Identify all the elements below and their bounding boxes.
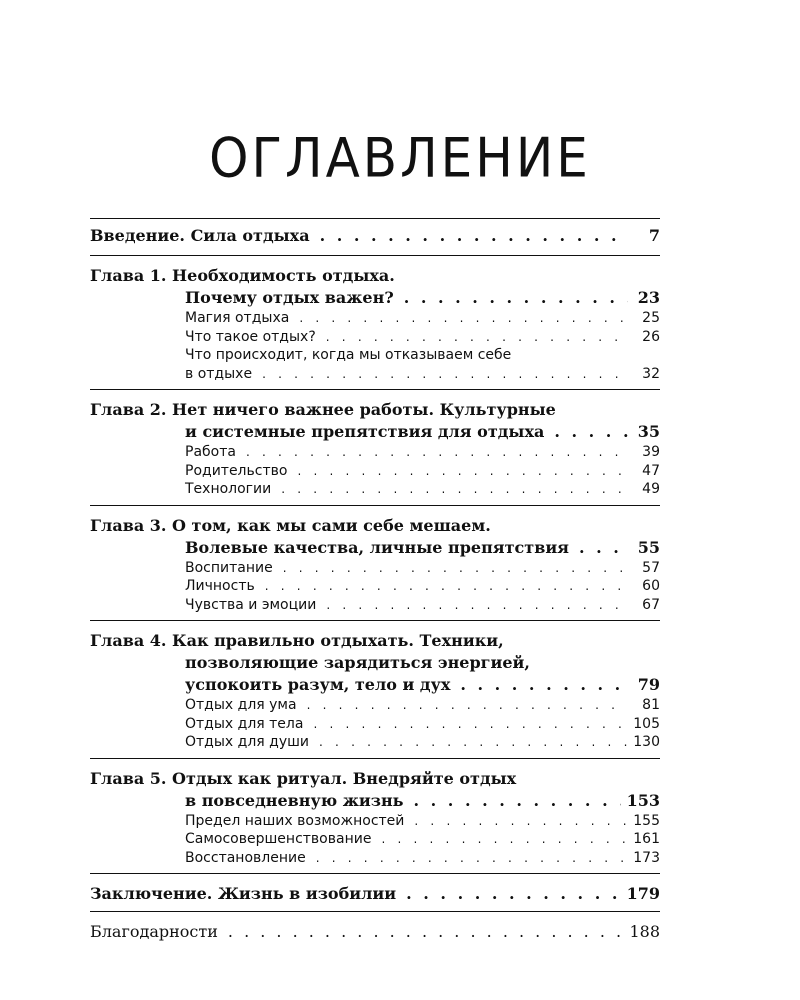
toc-section-chapter-5 (90, 758, 660, 874)
toc-page-number: 153 (626, 790, 660, 810)
dot-leader (406, 883, 620, 905)
toc-section-chapter-2 (90, 389, 660, 505)
dot-leader (320, 225, 628, 247)
toc-subentry-line[interactable]: Что происходит, когда мы отказываем себе (185, 347, 512, 363)
toc-entry-chapter-3[interactable] (90, 537, 660, 559)
dot-leader (319, 733, 627, 752)
toc-subentry-title: Восстановление (185, 849, 306, 866)
toc-subentry[interactable] (90, 596, 660, 615)
dot-leader (404, 287, 628, 309)
toc-entry-title: Введение. Сила отдыха (90, 226, 310, 245)
dot-leader (460, 674, 628, 696)
toc-section-conclusion (90, 873, 660, 911)
toc-section-acknowledgements (90, 911, 660, 949)
dot-leader (381, 830, 627, 849)
toc-entry-chapter-5[interactable] (90, 790, 660, 812)
chapter-heading-line[interactable]: Глава 1. Необходимость отдыха. (90, 266, 395, 285)
toc-subentry[interactable] (90, 577, 660, 596)
toc-subentry-title: Что такое отдых? (185, 328, 316, 345)
toc-entry-chapter-4[interactable] (90, 674, 660, 696)
toc-subentry[interactable] (90, 443, 660, 462)
toc-subentry-title: Родительство (185, 462, 288, 479)
toc-subentry[interactable] (90, 480, 660, 499)
toc-page-number: 173 (633, 849, 660, 866)
dot-leader (316, 849, 628, 868)
dot-leader (414, 812, 627, 831)
toc-entry-chapter-2[interactable] (90, 421, 660, 443)
dot-leader (414, 790, 621, 812)
toc-subentry-title: Отдых для ума (185, 697, 297, 713)
toc-entry-acknowledgements[interactable] (90, 921, 660, 943)
toc-page-number: 23 (637, 288, 660, 307)
toc-subentry-title: Магия отдыха (185, 310, 290, 326)
toc-subentry[interactable] (90, 328, 660, 347)
toc-subentry-title: Самосовершенствование (185, 831, 372, 847)
toc-entry-intro[interactable] (90, 225, 660, 247)
toc-entry-title: в повседневную жизнь (185, 790, 404, 810)
toc-entry-chapter-1[interactable] (90, 287, 660, 309)
toc-page-number: 39 (642, 444, 660, 460)
dot-leader (326, 596, 628, 615)
dot-leader (262, 365, 628, 384)
toc-page-number: 67 (642, 596, 660, 613)
toc-page-number: 81 (642, 697, 660, 713)
table-of-contents (90, 218, 660, 949)
toc-page-number: 32 (642, 365, 660, 382)
toc-entry-title: Волевые качества, личные препятствия (185, 537, 569, 557)
toc-subentry-title: в отдыхе (185, 365, 253, 382)
toc-page-number: 47 (642, 462, 660, 479)
chapter-heading-line[interactable]: Глава 2. Нет ничего важнее работы. Культурные (90, 400, 556, 419)
toc-entry-title: успокоить разум, тело и дух (185, 675, 451, 694)
toc-section-intro (90, 218, 660, 255)
toc-section-chapter-3 (90, 505, 660, 621)
toc-entry-conclusion[interactable] (90, 883, 660, 905)
toc-subentry[interactable] (90, 733, 660, 752)
toc-page-number: 179 (626, 884, 660, 903)
toc-page-number: 26 (642, 328, 660, 345)
toc-subentry[interactable] (90, 696, 660, 715)
toc-subentry[interactable] (90, 849, 660, 868)
toc-entry-title: Почему отдых важен? (185, 288, 394, 307)
chapter-heading-line[interactable]: Глава 3. О том, как мы сами себе мешаем. (90, 515, 491, 535)
toc-subentry[interactable] (90, 812, 660, 831)
toc-section-chapter-1 (90, 255, 660, 389)
toc-subentry-title: Чувства и эмоции (185, 596, 317, 613)
toc-page-number: 57 (642, 559, 660, 576)
toc-subentry[interactable] (90, 715, 660, 734)
toc-subentry-title: Технологии (185, 481, 272, 497)
toc-page-number: 49 (642, 481, 660, 497)
toc-subentry-title: Предел наших возможностей (185, 812, 405, 829)
dot-leader (297, 462, 628, 481)
toc-page-number: 7 (648, 226, 660, 245)
toc-subentry[interactable] (90, 309, 660, 328)
toc-subentry-title: Отдых для тела (185, 715, 304, 732)
toc-page-number: 161 (633, 831, 660, 847)
toc-subentry-title: Личность (185, 578, 255, 594)
dot-leader (246, 443, 628, 462)
toc-subentry[interactable] (90, 559, 660, 578)
toc-subentry-title: Работа (185, 444, 236, 460)
toc-page-number: 55 (637, 537, 660, 557)
toc-entry-title: Заключение. Жизнь в изобилии (90, 884, 397, 903)
toc-page-number: 25 (642, 310, 660, 326)
dot-leader (307, 696, 628, 715)
dot-leader (313, 715, 627, 734)
dot-leader (281, 480, 628, 499)
toc-page-number: 105 (633, 715, 660, 732)
toc-subentry[interactable] (90, 365, 660, 384)
toc-subentry[interactable] (90, 462, 660, 481)
toc-section-chapter-4 (90, 620, 660, 758)
chapter-heading-line[interactable]: Глава 4. Как правильно отдыхать. Техники, (90, 631, 504, 650)
dot-leader (283, 559, 628, 578)
page-title: ОГЛАВЛЕНИЕ (209, 126, 591, 190)
toc-page-number: 35 (637, 422, 660, 441)
toc-subentry[interactable] (90, 830, 660, 849)
toc-subentry-title: Отдых для души (185, 734, 310, 750)
toc-subentry-title: Воспитание (185, 559, 273, 576)
dot-leader (228, 921, 624, 943)
toc-page-number: 79 (637, 675, 660, 694)
toc-page-number: 60 (642, 578, 660, 594)
dot-leader (554, 421, 628, 443)
toc-page-number: 188 (629, 922, 660, 941)
toc-page-number: 130 (633, 734, 660, 750)
toc-page-number: 155 (633, 812, 660, 829)
dot-leader (326, 328, 628, 347)
toc-entry-title: и системные препятствия для отдыха (185, 422, 545, 441)
toc-entry-title: Благодарности (90, 922, 218, 941)
dot-leader (299, 309, 628, 328)
chapter-heading-line[interactable]: позволяющие зарядиться энергией, (185, 653, 530, 672)
dot-leader (265, 577, 628, 596)
dot-leader (579, 537, 628, 559)
chapter-heading-line[interactable]: Глава 5. Отдых как ритуал. Внедряйте отдых (90, 768, 517, 788)
